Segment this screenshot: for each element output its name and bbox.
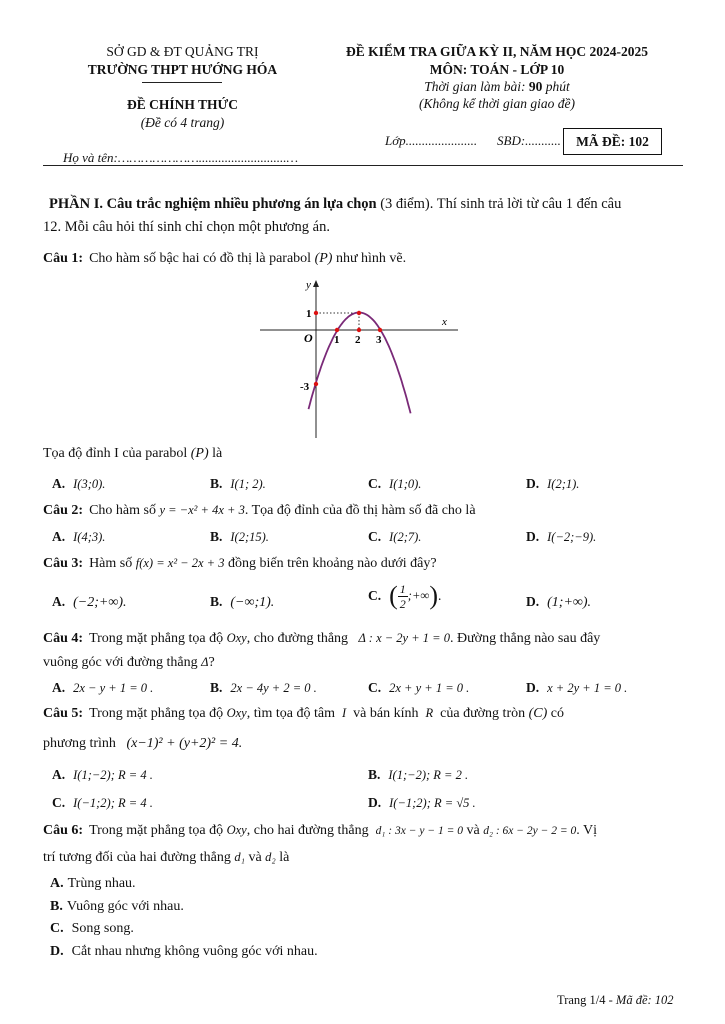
exam-time: Thời gian làm bài: 90 phút [424, 79, 570, 94]
question-2: Câu 2: Cho hàm số y = −x² + 4x + 3. Tọa độ đỉnh của đồ thị hàm số đã cho là [43, 503, 476, 518]
x-axis-label: x [442, 316, 447, 328]
q3-option-b[interactable]: B. (−∞;1). [210, 594, 275, 610]
exam-code-box: MÃ ĐỀ: 102 [563, 128, 662, 155]
q4-option-b[interactable]: B. 2x − 4y + 2 = 0 . [210, 680, 317, 695]
origin-label: O [304, 331, 313, 345]
q2-option-d[interactable]: D. I(−2;−9). [526, 529, 597, 544]
point-x2 [357, 328, 361, 332]
sbd-field: SBD:........... [497, 133, 561, 148]
x-tick-3: 3 [376, 334, 382, 346]
q2-option-a[interactable]: A. I(4;3). [52, 529, 106, 544]
q3-option-c[interactable]: C. ( $\frac{1}{2}$ ;+∞). [368, 581, 442, 611]
header-rule [43, 165, 683, 166]
y-tick-m3: -3 [300, 381, 310, 393]
question-4-line1: Câu 4: Trong mặt phẳng tọa độ Oxy, cho đường thẳng Δ : x − 2y + 1 = 0. Đường thẳng nào sau đây [43, 631, 601, 646]
page-footer: Trang 1/4 - Mã đề: 102 [557, 993, 674, 1007]
time-note: (Không kể thời gian giao đề) [418, 96, 576, 111]
question-1-ask: Tọa độ đỉnh I của parabol (P) là [43, 446, 223, 461]
question-5-line2: phương trình (x−1)² + (y+2)² = 4. [43, 736, 243, 751]
root-point-3 [378, 328, 382, 332]
school-name: TRƯỜNG THPT HƯỚNG HÓA [87, 62, 278, 77]
q1-option-c[interactable]: C. I(1;0). [368, 476, 422, 491]
q6-option-b[interactable]: B. Vuông góc với nhau. [50, 899, 184, 914]
q4-option-a[interactable]: A. 2x − y + 1 = 0 . [52, 680, 154, 695]
name-field: Họ và tên:…………………...........................… [63, 150, 299, 165]
q3-option-a[interactable]: A. (−2;+∞). [52, 594, 127, 610]
q1-option-a[interactable]: A. I(3;0). [52, 476, 106, 491]
part1-instructions: PHẦN I. Câu trắc nghiệm nhiều phương án lựa chọn (3 điểm). Thí sinh trả lời từ câu 1 đến câu 12. Mỗi câu hỏi thí sinh chỉ chọn một phương án. [43, 196, 622, 235]
y-axis-label: y [306, 279, 311, 291]
point-y1 [314, 311, 318, 315]
q6-option-a[interactable]: A. Trùng nhau. [50, 876, 136, 891]
q2-option-b[interactable]: B. I(2;15). [210, 529, 269, 544]
x-tick-1: 1 [334, 334, 340, 346]
x-tick-2: 2 [355, 334, 361, 346]
q5-option-c[interactable]: C. I(−1;2); R = 4 . [52, 795, 153, 810]
official-label: ĐỀ CHÍNH THỨC [126, 97, 238, 112]
q1-option-b[interactable]: B. I(1; 2). [210, 476, 266, 491]
q2-option-c[interactable]: C. I(2;7). [368, 529, 422, 544]
dept-name: SỞ GD & ĐT QUẢNG TRỊ [106, 44, 259, 59]
q3-option-d[interactable]: D. (1;+∞). [526, 594, 592, 610]
vertex-point [357, 311, 361, 315]
q5-option-a[interactable]: A. I(1;−2); R = 4 . [52, 767, 153, 782]
q5-option-d[interactable]: D. I(−1;2); R = √5 . [368, 795, 476, 810]
subject: MÔN: TOÁN - LỚP 10 [429, 62, 565, 77]
root-point-1 [335, 328, 339, 332]
parabola-graph [258, 278, 458, 440]
question-5-line1: Câu 5: Trong mặt phẳng tọa độ Oxy, tìm tọa độ tâm I và bán kính R của đường tròn (C) có [43, 706, 565, 721]
question-3: Câu 3: Hàm số f(x) = x² − 2x + 3 đồng biến trên khoảng nào dưới đây? [43, 556, 437, 571]
q5-option-b[interactable]: B. I(1;−2); R = 2 . [368, 767, 469, 782]
question-6-line1: Câu 6: Trong mặt phẳng tọa độ Oxy, cho hai đường thẳng d₁ : 3x − y − 1 = 0 và d₂ : 6x − 2y − 2 = 0. Vị [43, 823, 598, 838]
point-ym3 [314, 382, 318, 386]
question-1: Câu 1: Cho hàm số bậc hai có đồ thị là parabol (P) như hình vẽ. [43, 251, 407, 266]
question-4-line2: vuông góc với đường thẳng Δ? [43, 655, 215, 670]
pages-note: (Đề có 4 trang) [140, 115, 225, 130]
q6-option-d[interactable]: D. Cắt nhau nhưng không vuông góc với nhau. [50, 944, 318, 959]
parabola-curve [309, 313, 411, 414]
exam-title: ĐỀ KIỂM TRA GIỮA KỲ II, NĂM HỌC 2024-2025 [346, 44, 648, 59]
class-field: Lớp...................... [385, 133, 478, 148]
q1-option-d[interactable]: D. I(2;1). [526, 476, 580, 491]
q4-option-c[interactable]: C. 2x + y + 1 = 0 . [368, 680, 470, 695]
q6-option-c[interactable]: C. Song song. [50, 921, 134, 936]
y-tick-1: 1 [306, 308, 312, 320]
header-divider [142, 82, 222, 83]
q4-option-d[interactable]: D. x + 2y + 1 = 0 . [526, 680, 628, 695]
question-6-line2: trí tương đối của hai đường thẳng d₁ và d₂ là [43, 850, 290, 865]
